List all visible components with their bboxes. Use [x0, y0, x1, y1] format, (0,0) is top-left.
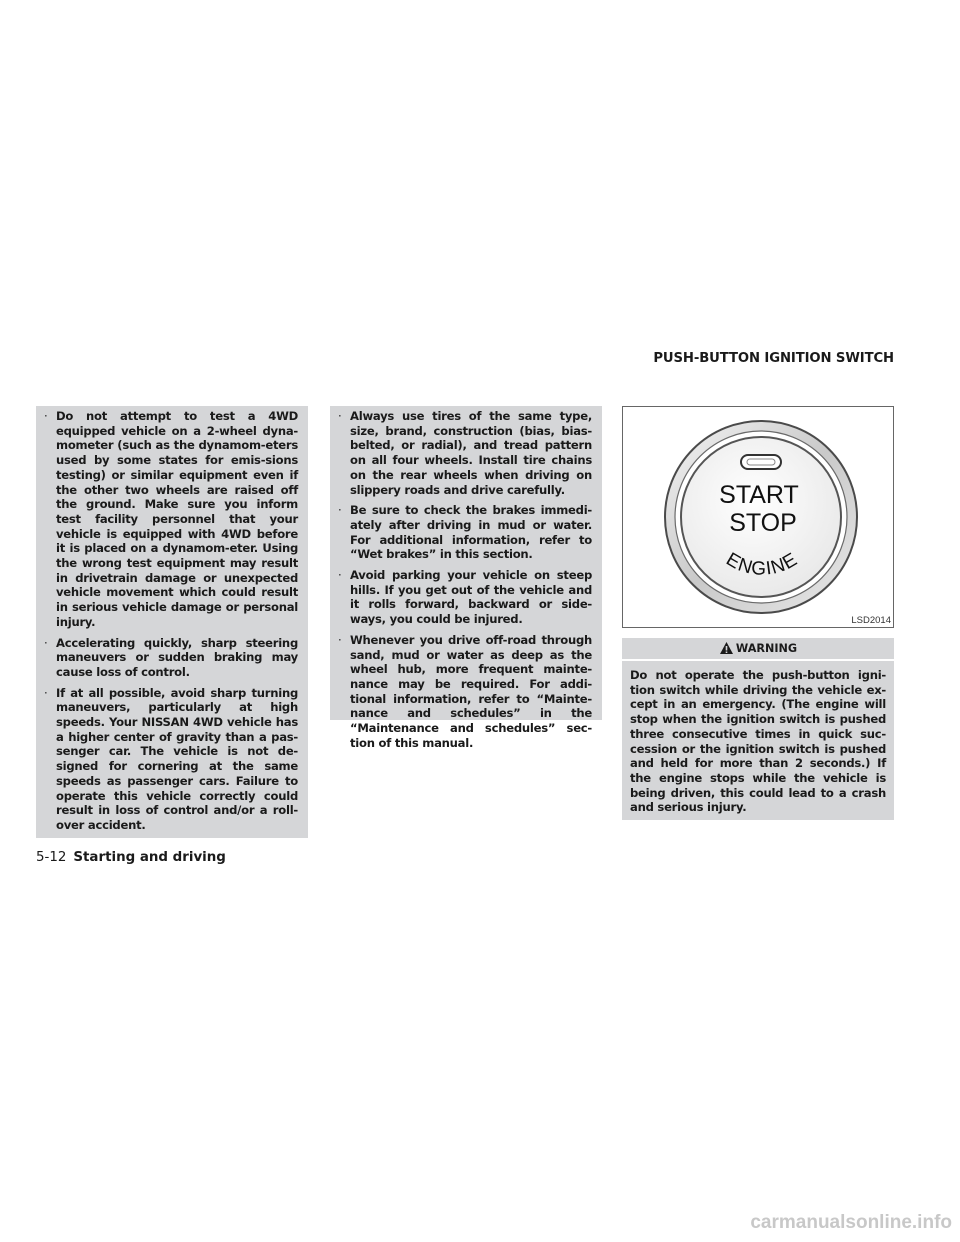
list-item-text: Do not attempt to test a 4WD equipped vehicle on a 2-wheel dyna-mometer (such as the dynamom-eters used by some states for emis-sions testing) or similar equipment even if the other two wheels are raised off the ground. Make sure you inform test facility personnel that your vehicle is equipped with 4WD before it is placed on a dynamom-eter. Using the wrong test equipment may result in drivetrain damage or unexpected vehicle movement which could result in serious vehicle damage or personal injury.	[56, 409, 298, 629]
list-item	[338, 568, 592, 627]
button-text-start: START	[719, 481, 799, 509]
list-item	[338, 633, 592, 751]
page-number: 5-12	[36, 850, 67, 865]
bullet-icon: ·	[338, 568, 342, 583]
list-item	[338, 409, 592, 497]
list-item	[44, 409, 298, 630]
bullet-icon: ·	[44, 635, 48, 650]
list-item-text: Whenever you drive off-road through sand, mud or water as deep as the wheel hub, more frequent mainte-nance may be required. For addi-tional information, refer to “Mainte-nance and schedules” in the “Maintenance and schedules” sec-tion of this manual.	[350, 632, 592, 750]
chapter-title: Starting and driving	[73, 850, 226, 865]
bullet-icon: ·	[338, 503, 342, 518]
warning-triangle-icon	[719, 641, 734, 655]
watermark: carmanualsonline.info	[750, 1212, 952, 1233]
ignition-switch-figure	[622, 406, 894, 628]
list-item	[44, 636, 298, 680]
warning-heading-text: WARNING	[735, 642, 798, 655]
figure-label: LSD2014	[851, 615, 891, 626]
list-item-text: Avoid parking your vehicle on steep hills. If you get out of the vehicle and it rolls forward, backward or side-ways, you could be injured.	[350, 568, 592, 627]
section-title: PUSH-BUTTON IGNITION SWITCH	[653, 351, 894, 366]
caution-panel-left	[36, 406, 308, 838]
caution-list-left	[44, 409, 298, 833]
warning-body: Do not operate the push-button igni-tion switch while driving the vehicle ex-cept in an emergency. (The engine will stop when the ignition switch is pushed three consecutive times in quick suc-cession or the ignition switch is pushed and held for more than 2 seconds.) If the engine stops while the vehicle is being driven, this could lead to a crash and serious injury.	[630, 668, 886, 815]
caution-panel-middle	[330, 406, 602, 750]
bullet-icon: ·	[338, 409, 342, 423]
warning-heading	[622, 638, 894, 661]
button-text-engine: ENGINE	[722, 548, 802, 580]
list-item	[44, 686, 298, 833]
bullet-icon: ·	[44, 685, 48, 700]
page-footer	[36, 850, 226, 865]
ignition-button-illustration	[623, 407, 893, 627]
list-item-text: Always use tires of the same type, size, brand, construction (bias, bias-belted, or radial), and tread pattern on all four wheels. Install tire chains on the rear wheels when driving on slippery roads and drive carefully.	[350, 409, 592, 497]
button-text-stop: STOP	[729, 509, 797, 537]
bullet-icon: ·	[338, 632, 342, 647]
warning-panel	[622, 638, 894, 820]
bullet-icon: ·	[44, 409, 48, 423]
list-item-text: If at all possible, avoid sharp turning maneuvers, particularly at high speeds. Your NISSAN 4WD vehicle has a higher center of gravity than a pas-senger car. The vehicle is not de-signed for cornering at the same speeds as passenger cars. Failure to operate this vehicle correctly could result in loss of control and/or a roll-over accident.	[56, 685, 298, 832]
list-item-text: Accelerating quickly, sharp steering maneuvers or sudden braking may cause loss of control.	[56, 635, 298, 679]
caution-list-middle	[338, 409, 592, 750]
list-item-text: Be sure to check the brakes immedi-ately after driving in mud or water. For additional information, refer to “Wet brakes” in this section.	[350, 503, 592, 562]
list-item	[338, 503, 592, 562]
